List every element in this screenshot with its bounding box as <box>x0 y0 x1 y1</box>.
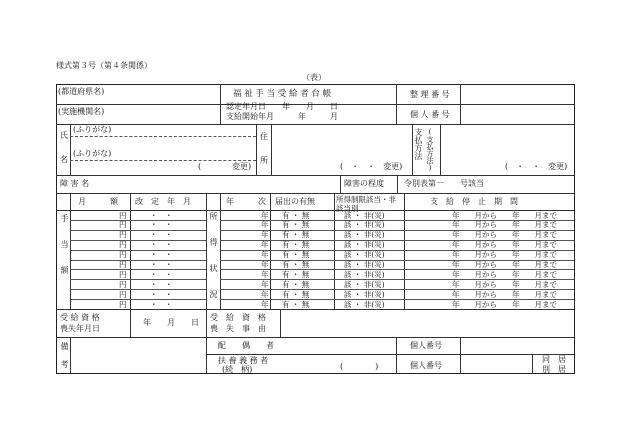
furigana-2: (ふりがな) <box>73 149 112 158</box>
loss-reason-label-2: 喪 失 事 由 <box>210 324 266 333</box>
row-revision-dots: ・ ・ <box>150 210 173 220</box>
address-label-1: 住 <box>260 132 268 141</box>
row-divider <box>70 240 206 241</box>
start-date: 支給開始年月 年 月 <box>226 112 338 121</box>
row-suspension-period: 年 月から 年 月まで <box>452 279 557 289</box>
row-filing: 有 ・ 無 <box>282 260 310 269</box>
row-limit: 該 ・ 非(災) <box>344 230 385 240</box>
front-label: （表） <box>302 73 326 82</box>
cert-date: 認定年月日 年 月 日 <box>226 102 338 111</box>
row-filing: 有 ・ 無 <box>282 250 310 260</box>
supporter-label: 扶 養 義 務 者 <box>218 356 269 365</box>
row-suspension-period: 年 月から 年 月まで <box>452 230 557 240</box>
row-limit: 該 ・ 非(災) <box>344 269 385 279</box>
row-revision-dots: ・ ・ <box>150 240 173 250</box>
row-year: 年 <box>261 279 269 289</box>
row-divider <box>70 279 206 280</box>
month-amount-header: 月 額 <box>78 197 118 206</box>
row-divider <box>70 230 206 231</box>
row-filing: 有 ・ 無 <box>282 210 310 220</box>
name-change: 変更) <box>232 162 252 171</box>
row-limit: 該 ・ 非(災) <box>344 289 385 299</box>
living-together: 同 居 <box>542 355 566 364</box>
row-yen: 円 <box>119 260 127 269</box>
row-revision-dots: ・ ・ <box>150 220 173 230</box>
row-year: 年 <box>261 269 269 279</box>
row-filing: 有 ・ 無 <box>282 230 310 240</box>
furigana-1: (ふりがな) <box>73 125 112 134</box>
allowance-label: 手当額 <box>60 214 69 292</box>
row-filing: 有 ・ 無 <box>282 269 310 279</box>
row-limit: 該 ・ 非(災) <box>344 279 385 289</box>
row-limit: 該 ・ 非(災) <box>344 220 385 230</box>
row-year: 年 <box>261 299 269 309</box>
row-limit: 該 ・ 非(災) <box>344 299 385 309</box>
row-suspension-period: 年 月から 年 月まで <box>452 220 557 230</box>
row-revision-dots: ・ ・ <box>150 279 173 289</box>
row-suspension-period: 年 月から 年 月まで <box>452 240 557 250</box>
row-suspension-period: 年 月から 年 月まで <box>452 299 557 309</box>
row-year: 年 <box>261 210 269 220</box>
prefecture-label: (都道府県名) <box>58 87 105 96</box>
spouse-label: 配 偶 者 <box>218 341 274 350</box>
row-year: 年 <box>261 230 269 240</box>
income-label: 所得状況 <box>209 212 218 316</box>
loss-date-label-2: 喪失年月日 <box>60 324 100 333</box>
row-yen: 円 <box>119 289 127 299</box>
payment-label: 支払方法 <box>414 128 423 160</box>
revision-header: 改 定 年 月 <box>135 197 191 206</box>
year-header: 年 次 <box>226 197 266 206</box>
row-yen: 円 <box>119 279 127 289</box>
row-divider <box>70 250 206 251</box>
name-label-2: 名 <box>60 155 68 164</box>
row-year: 年 <box>261 250 269 260</box>
disability-degree-label: 障害の程度 <box>344 179 384 188</box>
notes-label: 備考 <box>60 342 69 378</box>
payment-sub-label: (支払方法) <box>426 128 434 172</box>
row-suspension-period: 年 月から 年 月まで <box>452 289 557 299</box>
row-yen: 円 <box>119 220 127 230</box>
row-revision-dots: ・ ・ <box>150 260 173 269</box>
row-divider <box>70 299 206 300</box>
row-revision-dots: ・ ・ <box>150 289 173 299</box>
row-suspension-period: 年 月から 年 月まで <box>452 260 557 269</box>
filing-header: 届出の有無 <box>275 197 315 206</box>
row-year: 年 <box>261 260 269 269</box>
limit-header: 所得制限該当・非該当別 <box>336 195 396 213</box>
ledger-title: 福 祉 手 当 受 給 者 台 帳 <box>233 89 332 99</box>
disability-name-label: 障 害 名 <box>60 179 90 188</box>
row-divider <box>70 289 206 290</box>
loss-reason-label-1: 受 給 資 格 <box>210 313 266 322</box>
row-filing: 有 ・ 無 <box>282 299 310 309</box>
form-number: 様式第３号（第４条関係） <box>56 61 152 70</box>
row-divider <box>70 260 206 261</box>
row-limit: 該 ・ 非(災) <box>344 250 385 260</box>
suspension-header: 支 給 停 止 期 間 <box>430 197 518 206</box>
spouse-personal-number: 個人番号 <box>410 341 442 350</box>
row-limit: 該 ・ 非(災) <box>344 260 385 269</box>
supporter-paren: ( ) <box>340 362 379 371</box>
row-yen: 円 <box>119 269 127 279</box>
row-revision-dots: ・ ・ <box>150 299 173 309</box>
loss-date-label-1: 受 給 資 格 <box>60 313 100 322</box>
payment-change: ( ・ ・ 変更) <box>505 162 568 171</box>
row-year: 年 <box>261 240 269 250</box>
management-number-label: 整 理 番 号 <box>410 90 450 99</box>
name-label-1: 氏 <box>60 131 68 140</box>
row-revision-dots: ・ ・ <box>150 230 173 240</box>
address-label-2: 所 <box>260 156 268 165</box>
personal-number-label: 個 人 番 号 <box>410 110 450 119</box>
row-suspension-period: 年 月から 年 月まで <box>452 210 557 220</box>
row-year: 年 <box>261 289 269 299</box>
row-suspension-period: 年 月から 年 月まで <box>452 250 557 260</box>
row-limit: 該 ・ 非(災) <box>344 210 385 220</box>
row-limit: 該 ・ 非(災) <box>344 240 385 250</box>
loss-date-value: 年 月 日 <box>143 318 199 327</box>
row-yen: 円 <box>119 250 127 260</box>
row-filing: 有 ・ 無 <box>282 220 310 230</box>
row-yen: 円 <box>119 299 127 309</box>
disability-class: 令別表第一 号該当 <box>404 179 484 188</box>
row-filing: 有 ・ 無 <box>282 240 310 250</box>
row-filing: 有 ・ 無 <box>282 289 310 299</box>
row-yen: 円 <box>119 210 127 220</box>
row-yen: 円 <box>119 230 127 240</box>
living-apart: 別 居 <box>542 365 566 374</box>
row-year: 年 <box>261 220 269 230</box>
row-divider <box>70 220 206 221</box>
paren-open: ( <box>198 162 202 171</box>
agency-label: (実施機関名) <box>58 107 105 116</box>
address-change: ( ・ ・ 変更) <box>340 162 403 171</box>
row-revision-dots: ・ ・ <box>150 250 173 260</box>
row-filing: 有 ・ 無 <box>282 279 310 289</box>
supporter-relation: (続 柄) <box>222 365 253 374</box>
supporter-personal-number: 個人番号 <box>410 361 442 370</box>
row-suspension-period: 年 月から 年 月まで <box>452 269 557 279</box>
row-yen: 円 <box>119 240 127 250</box>
row-divider <box>70 269 206 270</box>
row-revision-dots: ・ ・ <box>150 269 173 279</box>
